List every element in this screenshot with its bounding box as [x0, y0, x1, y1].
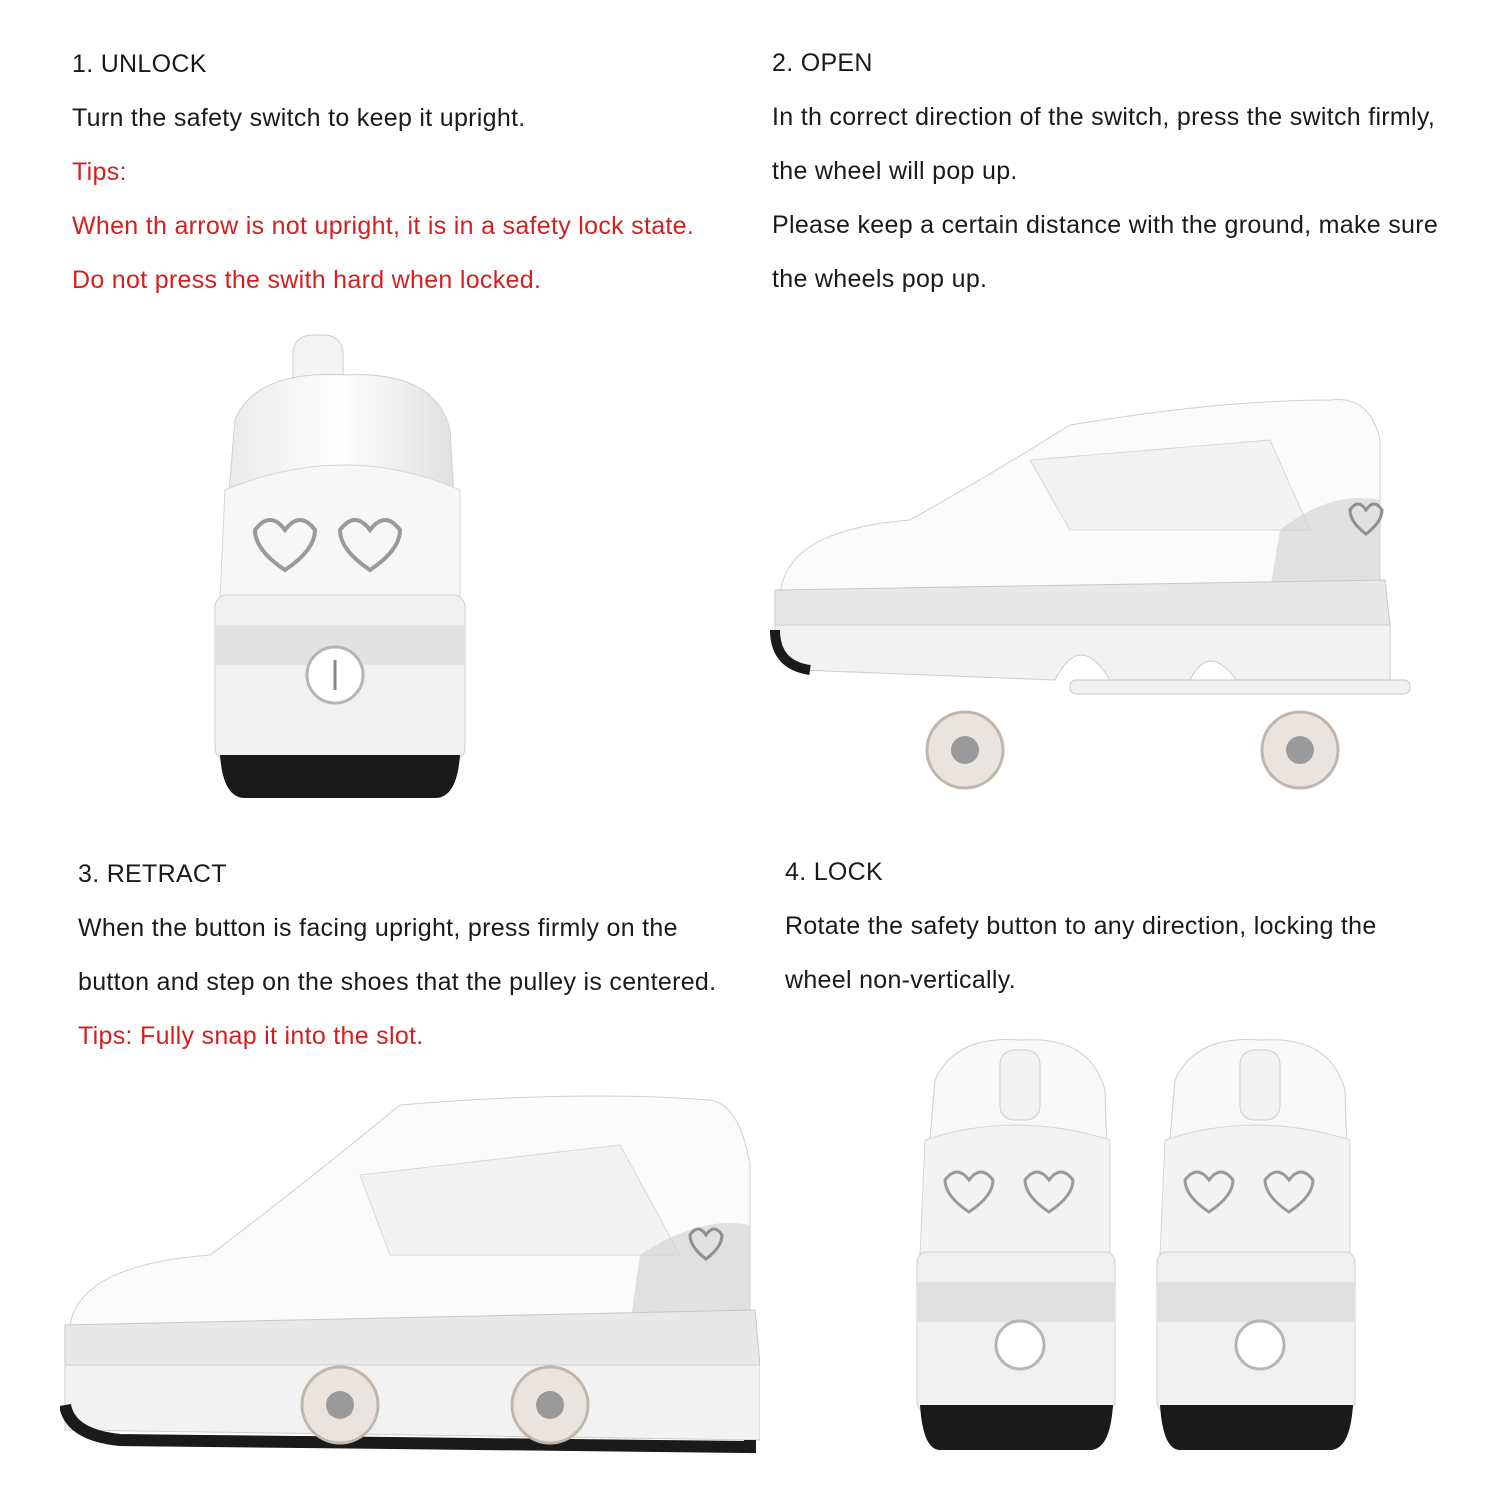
step-1-tip-line: When th arrow is not upright, it is in a safety lock state.	[72, 212, 695, 240]
step-3-heading: 3. RETRACT	[78, 860, 227, 888]
step-2-body-line: In th correct direction of the switch, press the switch firmly,	[772, 103, 1436, 131]
step-3-body-line: button and step on the shoes that the pulley is centered.	[78, 968, 717, 996]
step-2-body-line: Please keep a certain distance with the ground, make sure	[772, 211, 1439, 239]
wheel-front	[927, 712, 1003, 788]
step-2-body-line: the wheels pop up.	[772, 265, 988, 293]
shoe-back-view-image	[195, 330, 495, 805]
step-2-body-line: the wheel will pop up.	[772, 157, 1018, 185]
wheel-front	[302, 1367, 378, 1443]
shoe-side-view-wheels-in-image	[60, 1075, 760, 1455]
step-1-text	[72, 37, 694, 307]
shoe-right-back	[1157, 1040, 1355, 1451]
step-4-body-line: Rotate the safety button to any direction, locking the	[785, 912, 1377, 940]
step-4-body-line: wheel non-vertically.	[785, 966, 1016, 994]
shoe-left-back	[917, 1040, 1115, 1451]
wheel-rear	[1262, 712, 1338, 788]
step-3-body-line: When the button is facing upright, press firmly on the	[78, 914, 678, 942]
wheel-rear	[512, 1367, 588, 1443]
step-1-heading: 1. UNLOCK	[72, 50, 207, 78]
step-1-body-line: Turn the safety switch to keep it upright.	[72, 104, 526, 132]
step-4-heading: 4. LOCK	[785, 858, 883, 886]
shoe-pair-back-view-image	[905, 1020, 1405, 1460]
step-4-text	[785, 845, 1377, 1007]
step-3-text	[78, 847, 716, 1063]
step-2-heading: 2. OPEN	[772, 49, 873, 77]
step-3-tip-line: Tips: Fully snap it into the slot.	[78, 1022, 424, 1050]
step-1-tip-line: Tips:	[72, 158, 127, 186]
step-2-text	[772, 36, 1438, 306]
step-1-tip-line: Do not press the swith hard when locked.	[72, 266, 542, 294]
shoe-side-view-wheels-out-image	[770, 380, 1420, 800]
